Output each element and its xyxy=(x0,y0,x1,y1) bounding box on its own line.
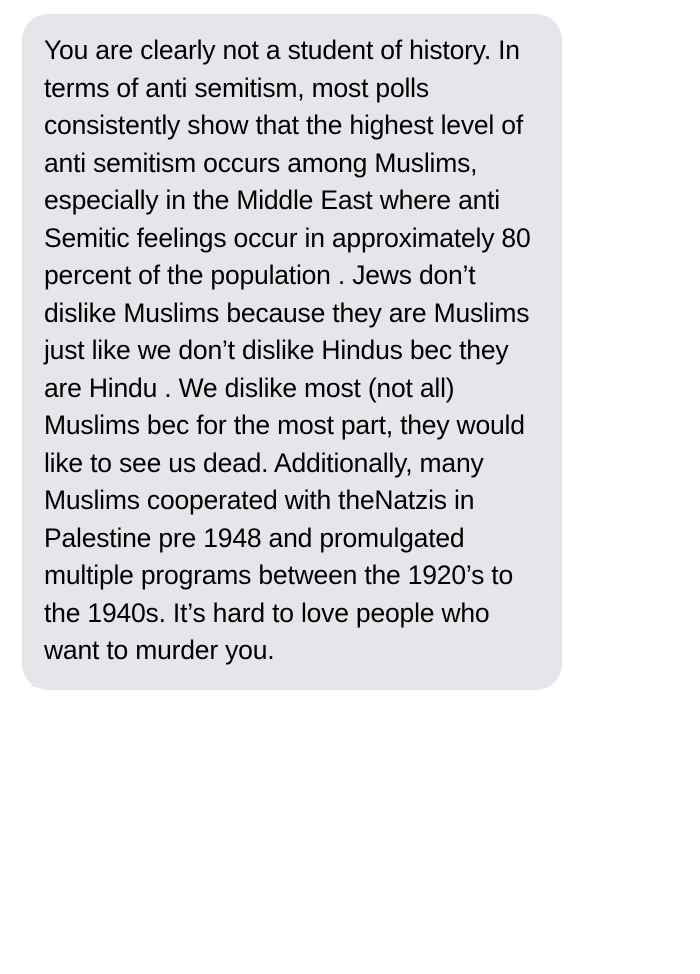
incoming-message-bubble[interactable]: You are clearly not a student of history. In terms of anti semitism, most polls consistently show that the highest level of anti semitism occurs among Muslims, especially in the Middle East where anti Semitic feelings occur in approximately 80 percent of the population . Jews don’t dislike Muslims because they are Muslims just like we don’t dislike Hindus bec they are Hindu . We dislike most (not all) Muslims bec for the most part, they would like to see us dead. Additionally, many Muslims cooperated with theNatzis in Palestine pre 1948 and promulgated multiple programs between the 1920’s to the 1940s. It’s hard to love people who want to murder you. xyxy=(22,14,562,690)
message-bubble-container xyxy=(22,14,562,690)
